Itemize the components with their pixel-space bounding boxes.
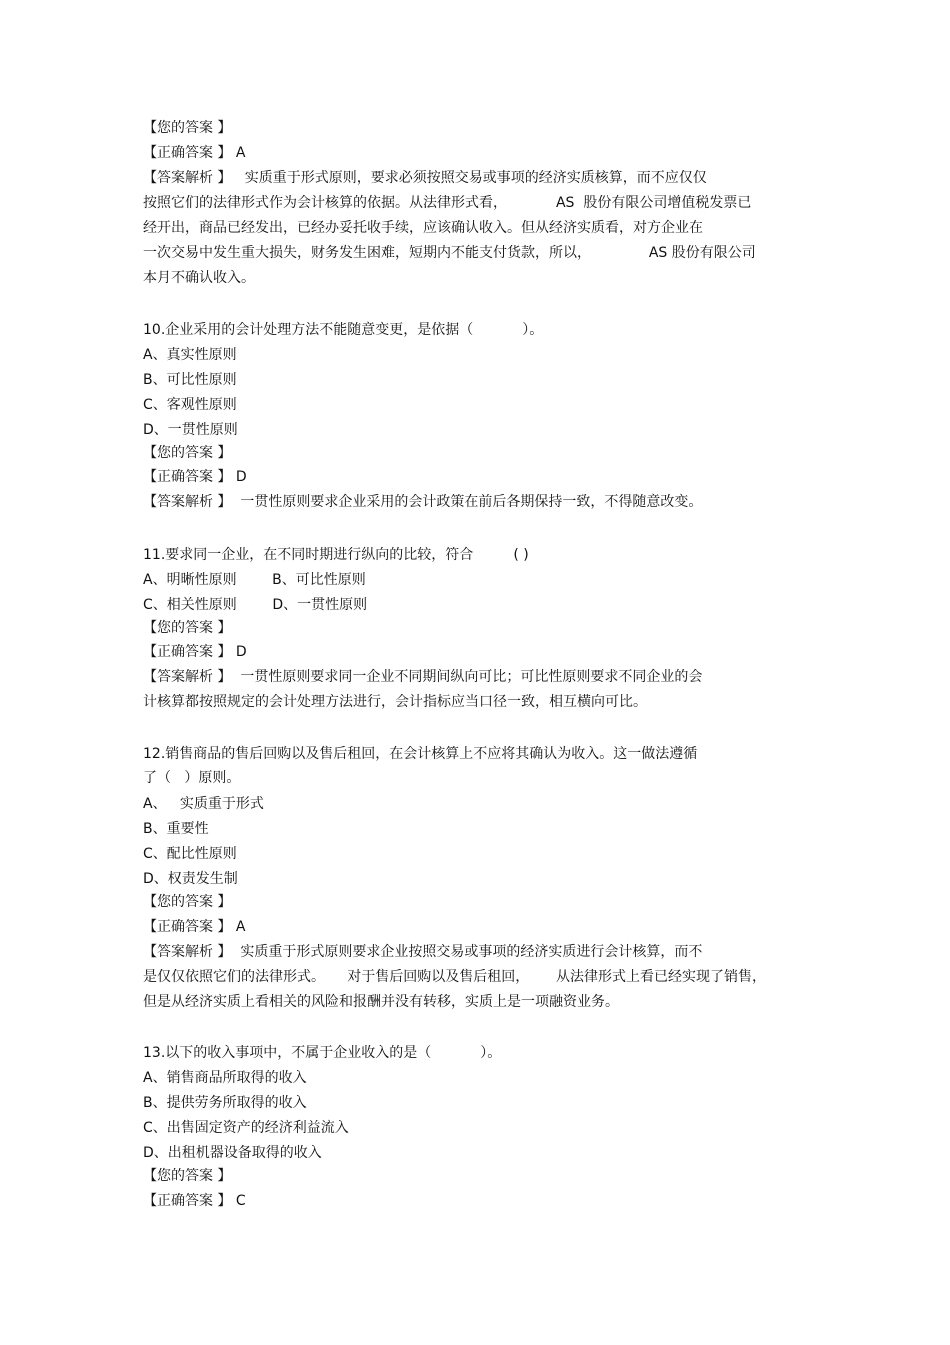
q10-option-c: C、客观性原则: [143, 397, 237, 413]
q11-explanation-line-2: 计核算都按照规定的会计处理方法进行，会计指标应当口径一致，相互横向可比。: [143, 694, 647, 710]
q9-explanation-line-2: 按照它们的法律形式作为会计核算的依据。从法律形式看， AS 股份有限公司增值税发票已: [143, 195, 752, 211]
q13-correct-answer: 【正确答案 】 C: [143, 1193, 246, 1209]
q13-option-a: A、销售商品所取得的收入: [143, 1070, 307, 1086]
q10-correct-answer: 【正确答案 】 D: [143, 469, 247, 485]
q13-option-c: C、出售固定资产的经济利益流入: [143, 1120, 349, 1136]
q10-question: 10.企业采用的会计处理方法不能随意变更，是依据（ ）。: [143, 322, 544, 338]
q13-question: 13.以下的收入事项中，不属于企业收入的是（ ）。: [143, 1045, 502, 1061]
q12-question-line-1: 12.销售商品的售后回购以及售后租回，在会计核算上不应将其确认为收入。这一做法遵循: [143, 746, 698, 762]
q11-options-ab: A、明晰性原则 B、可比性原则: [143, 572, 366, 588]
q12-your-answer: 【您的答案 】: [143, 894, 232, 910]
q10-option-a: A、真实性原则: [143, 347, 237, 363]
q12-explanation-line-2: 是仅仅依照它们的法律形式。 对于售后回购以及售后租回， 从法律形式上看已经实现了销售，: [143, 969, 766, 985]
q10-your-answer: 【您的答案 】: [143, 445, 232, 461]
q13-option-d: D、出租机器设备取得的收入: [143, 1145, 322, 1161]
q12-explanation-line-1: 【答案解析 】 实质重于形式原则要求企业按照交易或事项的经济实质进行会计核算，而不: [143, 944, 703, 960]
q11-explanation-line-1: 【答案解析 】 一贯性原则要求同一企业不同期间纵向可比；可比性原则要求不同企业的会: [143, 669, 703, 685]
q10-explanation: 【答案解析 】 一贯性原则要求企业采用的会计政策在前后各期保持一致，不得随意改变。: [143, 494, 703, 510]
q12-option-b: B、重要性: [143, 821, 209, 837]
q11-your-answer: 【您的答案 】: [143, 620, 232, 636]
q12-question-line-2: 了（ ）原则。: [143, 770, 241, 786]
q12-correct-answer: 【正确答案 】 A: [143, 919, 246, 935]
q11-correct-answer: 【正确答案 】 D: [143, 644, 247, 660]
q12-option-c: C、配比性原则: [143, 846, 237, 862]
q9-explanation-line-5: 本月不确认收入。: [143, 270, 255, 286]
q11-options-cd: C、相关性原则 D、一贯性原则: [143, 597, 368, 613]
q9-explanation-line-4: 一次交易中发生重大损失，财务发生困难，短期内不能支付货款，所以， AS 股份有限公司: [143, 245, 756, 261]
q12-option-a: A、 实质重于形式: [143, 796, 264, 812]
q11-question: 11.要求同一企业，在不同时期进行纵向的比较，符合 ( ): [143, 547, 529, 563]
q9-correct-answer: 【正确答案 】 A: [143, 145, 246, 161]
q13-option-b: B、提供劳务所取得的收入: [143, 1095, 307, 1111]
q9-your-answer: 【您的答案 】: [143, 120, 232, 136]
q12-option-d: D、权责发生制: [143, 871, 238, 887]
q9-explanation-line-1: 【答案解析 】 实质重于形式原则，要求必须按照交易或事项的经济实质核算，而不应仅仅: [143, 170, 707, 186]
q10-option-d: D、一贯性原则: [143, 422, 238, 438]
q12-explanation-line-3: 但是从经济实质上看相关的风险和报酬并没有转移，实质上是一项融资业务。: [143, 994, 619, 1010]
q10-option-b: B、可比性原则: [143, 372, 237, 388]
q9-explanation-line-3: 经开出，商品已经发出，已经办妥托收手续，应该确认收入。但从经济实质看，对方企业在: [143, 220, 703, 236]
q13-your-answer: 【您的答案 】: [143, 1168, 232, 1184]
